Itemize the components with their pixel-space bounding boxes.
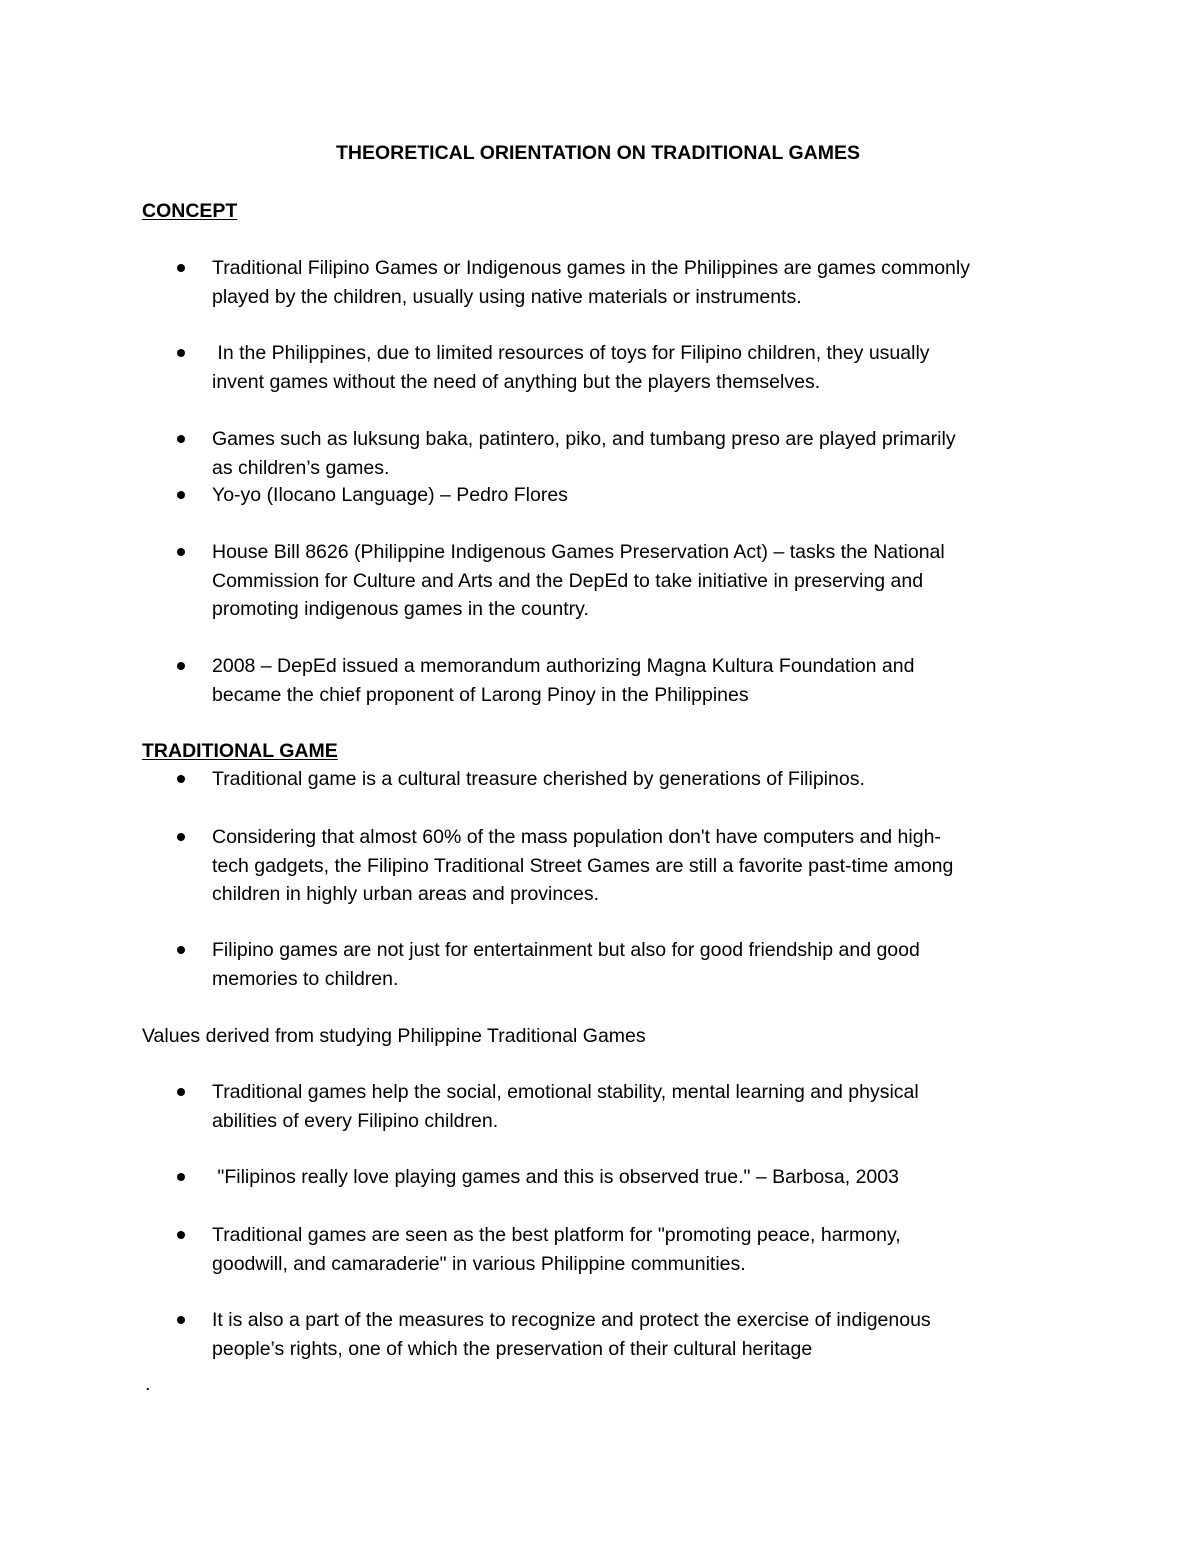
list-item-text: House Bill 8626 (Philippine Indigenous Games Preservation Act) – tasks the National Commission for Culture and Arts and the DepEd to take initiative in preserving and promoting indigenous games in the country. bbox=[212, 541, 945, 620]
bullet-icon bbox=[177, 1088, 185, 1096]
bullet-icon bbox=[177, 349, 185, 357]
list-item-text: Traditional game is a cultural treasure cherished by generations of Filipinos. bbox=[212, 768, 865, 790]
bullet-icon bbox=[177, 833, 185, 841]
bullet-icon bbox=[177, 662, 185, 670]
bullet-icon bbox=[177, 264, 185, 272]
traditional-game-heading: TRADITIONAL GAME bbox=[142, 740, 338, 762]
bullet-icon bbox=[177, 1316, 185, 1324]
list-item-text: Considering that almost 60% of the mass population don't have computers and high- tech gadgets, the Filipino Traditional Street Games are still a favorite past-time among children in highly urban areas and provinces. bbox=[212, 826, 954, 905]
bullet-icon bbox=[177, 775, 185, 783]
list-item-text: Traditional Filipino Games or Indigenous games in the Philippines are games commonly played by the children, usually using native materials or instruments. bbox=[212, 257, 970, 308]
list-item-text: It is also a part of the measures to recognize and protect the exercise of indigenous people’s rights, one of which the preservation of their cultural heritage bbox=[212, 1309, 931, 1360]
values-intro: Values derived from studying Philippine Traditional Games bbox=[142, 1025, 646, 1047]
list-item-text: Traditional games are seen as the best platform for "promoting peace, harmony, goodwill, and camaraderie" in various Philippine communities. bbox=[212, 1224, 901, 1275]
list-item-text: Filipino games are not just for entertainment but also for good friendship and good memories to children. bbox=[212, 939, 920, 990]
list-item-text: Traditional games help the social, emotional stability, mental learning and physical abilities of every Filipino children. bbox=[212, 1081, 919, 1132]
list-item-text: Yo-yo (Ilocano Language) – Pedro Flores bbox=[212, 484, 568, 506]
bullet-icon bbox=[177, 1231, 185, 1239]
bullet-icon bbox=[177, 946, 185, 954]
bullet-icon bbox=[177, 435, 185, 443]
list-item-text: In the Philippines, due to limited resources of toys for Filipino children, they usually invent games without the need of anything but the players themselves. bbox=[212, 342, 930, 393]
trailing-period: . bbox=[145, 1373, 151, 1395]
list-item-text: Games such as luksung baka, patintero, piko, and tumbang preso are played primarily as children’s games. bbox=[212, 428, 956, 479]
bullet-icon bbox=[177, 1173, 185, 1181]
bullet-icon bbox=[177, 548, 185, 556]
list-item-text: 2008 – DepEd issued a memorandum authorizing Magna Kultura Foundation and became the chief proponent of Larong Pinoy in the Philippines bbox=[212, 655, 915, 706]
list-item-text: "Filipinos really love playing games and this is observed true." – Barbosa, 2003 bbox=[212, 1166, 899, 1188]
bullet-icon bbox=[177, 491, 185, 499]
document-title: THEORETICAL ORIENTATION ON TRADITIONAL GAMES bbox=[336, 142, 860, 164]
concept-heading: CONCEPT bbox=[142, 200, 238, 222]
